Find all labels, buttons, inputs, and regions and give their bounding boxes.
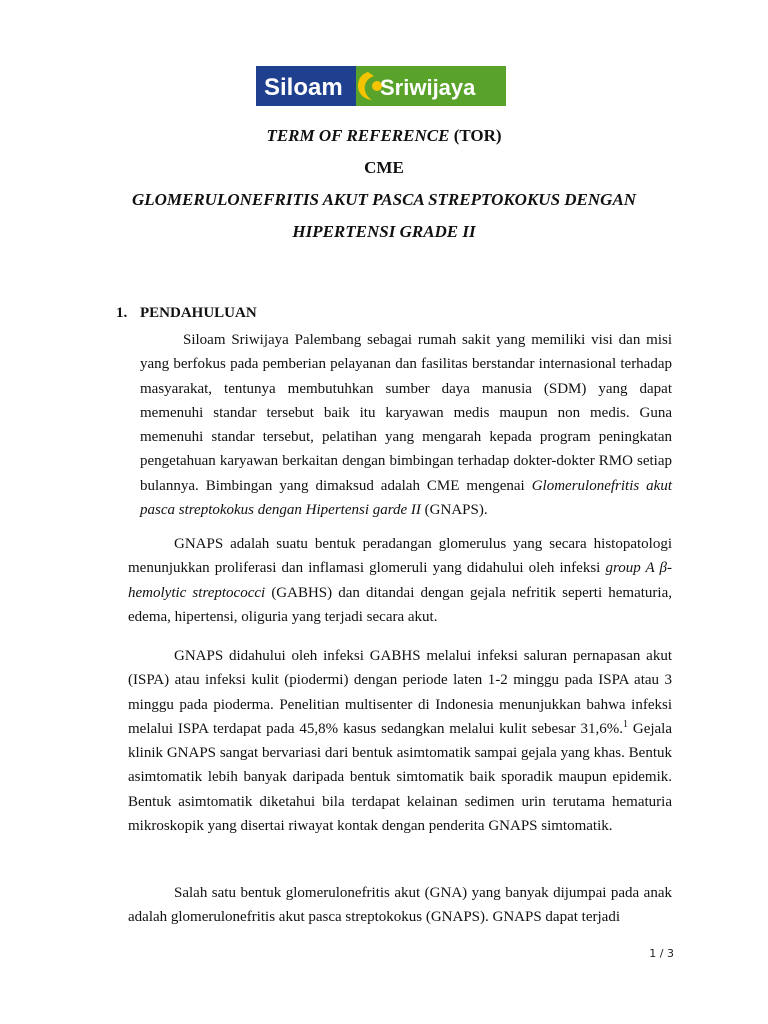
paragraph-3-text: GNAPS didahului oleh infeksi GABHS melalui infeksi saluran pernapasan akut (ISPA) atau infeksi kulit (piodermi) dengan periode laten 1-2 minggu pada ISPA atau 3 minggu pada pioderma. Penelitian multisenter di Indonesia menunjukkan bahwa infeksi melalui ISPA terdapat pada 45,8% kasus sedangkan melalui kulit sebesar 31,6%. (128, 648, 672, 737)
heading-line-2: CME (364, 158, 404, 177)
paragraph-3 (128, 644, 672, 838)
paragraph-2 (128, 532, 672, 629)
svg-text:Sriwijaya: Sriwijaya (380, 75, 476, 100)
siloam-sriwijaya-logo (256, 66, 506, 106)
paragraph-2-end: (GABHS) dan ditandai dengan gejala nefritik seperti hematuria, edema, hipertensi, oliguria yang terjadi secara akut. (128, 584, 672, 625)
paragraph-2-text: GNAPS adalah suatu bentuk peradangan glomerulus yang secara histopatologi menunjukkan proliferasi dan inflamasi glomeruli yang didahului oleh infeksi (128, 536, 672, 577)
heading-line-1 (0, 126, 768, 146)
paragraph-1 (140, 328, 672, 522)
paragraph-1-italic: Glomerulonefritis akut pasca streptokokus dengan Hipertensi garde II (140, 477, 673, 519)
paragraph-2-italic: group A β-hemolytic streptococci (128, 560, 672, 601)
svg-text:Siloam: Siloam (264, 74, 343, 101)
section-number: 1. (116, 305, 128, 321)
heading-tor: (TOR) (449, 126, 502, 145)
heading-line-3: GLOMERULONEFRITIS AKUT PASCA STREPTOKOKUS DENGAN (131, 190, 637, 209)
heading-line-4: HIPERTENSI GRADE II (292, 222, 476, 241)
paragraph-3-end: Gejala klinik GNAPS sangat bervariasi dari bentuk asimtomatik sampai gejala yang khas. Bentuk asimtomatik lebih banyak daripada bentuk simtomatik baik sporadik maupun epidemik. Bentuk asimtomatik diketahui bila terdapat kelainan sedimen urin terutama hematuria mikroskopik yang disertai riwayat kontak dengan penderita GNAPS simtomatik. (128, 720, 672, 835)
section-label: PENDAHULUAN (140, 305, 257, 321)
heading-term-of-reference: TERM OF REFERENCE (266, 126, 450, 145)
page-number: 1 / 3 (649, 947, 674, 960)
paragraph-1-text: Siloam Sriwijaya Palembang sebagai rumah sakit yang memiliki visi dan misi yang berfokus pada pemberian pelayanan dan fasilitas berstandar internasional terhadap masyarakat, tentunya membutuhkan sumber daya manusia (SDM) yang dapat memenuhi standar tersebut baik itu karyawan medis maupun non medis. Guna memenuhi standar tersebut, pelatihan yang mengarah kepada program peningkatan pengetahuan karyawan berkaitan dengan bimbingan terhadap dokter-dokter RMO setiap bulannya. Bimbingan yang dimaksud adalah CME mengenai (140, 332, 672, 494)
paragraph-4: Salah satu bentuk glomerulonefritis akut (GNA) yang banyak dijumpai pada anak adalah glomerulonefritis akut pasca streptokokus (GNAPS). GNAPS dapat terjadi (128, 885, 672, 926)
document-heading (0, 126, 768, 254)
paragraph-1-end: (GNAPS). (420, 502, 488, 519)
section-1-title (116, 303, 257, 323)
footnote-reference: 1 (623, 718, 628, 730)
